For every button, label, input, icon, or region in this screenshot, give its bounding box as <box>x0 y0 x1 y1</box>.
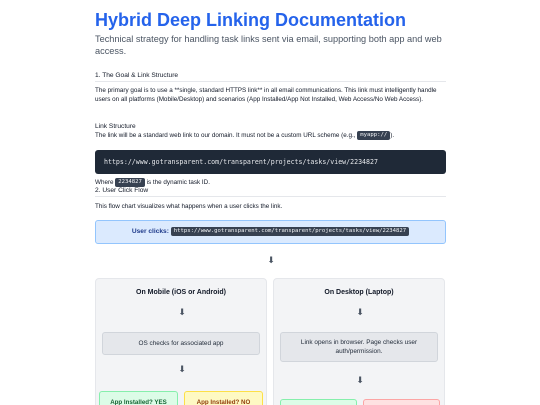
section-heading-flow: 2. User Click Flow <box>95 187 446 197</box>
app-installed-yes-box: App Installed? YES <box>99 391 178 405</box>
browser-check-step: Link opens in browser. Page checks user auth/permission. <box>280 332 438 362</box>
where-prefix: Where <box>95 179 114 187</box>
task-id-note <box>95 178 446 187</box>
link-structure-suffix: ). <box>390 132 395 140</box>
app-installed-no-box: App Installed? NO <box>184 391 263 405</box>
where-suffix: is the dynamic task ID. <box>146 179 210 187</box>
desktop-success-box <box>280 399 357 405</box>
arrow-down-icon: ⬇ <box>178 307 186 317</box>
arrow-down-icon: ⬇ <box>356 307 364 317</box>
section-heading-goal: 1. The Goal & Link Structure <box>95 72 446 82</box>
task-id-code: 2234827 <box>115 178 145 187</box>
url-code-block: https://www.gotransparent.com/transparent/projects/tasks/view/2234827 <box>95 150 446 174</box>
mobile-flow-column <box>95 278 267 405</box>
link-structure-text: The link will be a standard web link to our domain. It must not be a custom URL scheme (e.g., <box>95 132 356 140</box>
arrow-down-icon: ⬇ <box>178 364 186 374</box>
page-subtitle: Technical strategy for handling task links sent via email, supporting both app and web access. <box>95 34 442 56</box>
scheme-example-code: myapp:// <box>357 131 390 140</box>
os-check-step: OS checks for associated app <box>102 332 260 355</box>
user-clicks-box <box>95 220 446 244</box>
arrow-down-icon: ⬇ <box>356 375 364 385</box>
user-clicks-url: https://www.gotransparent.com/transparent/projects/tasks/view/2234827 <box>171 227 409 236</box>
link-structure-heading: Link Structure <box>95 123 136 130</box>
arrow-down-icon: ⬇ <box>267 255 275 265</box>
flow-paragraph: This flow chart visualizes what happens when a user clicks the link. <box>95 203 283 210</box>
desktop-failure-box <box>363 399 440 405</box>
mobile-column-title: On Mobile (iOS or Android) <box>136 289 226 296</box>
user-clicks-label: User clicks: <box>131 228 169 235</box>
page-title: Hybrid Deep Linking Documentation <box>95 10 407 30</box>
desktop-column-title: On Desktop (Laptop) <box>324 289 394 296</box>
desktop-flow-column <box>273 278 445 405</box>
link-structure-paragraph <box>95 131 446 140</box>
goal-paragraph: The primary goal is to use a **single, standard HTTPS link** in all email communications. This link must intelligently handle users on all platforms (Mobile/Desktop) and scenarios (App Installed/App Not Installed, Web Access/No Web Access). <box>95 87 437 103</box>
